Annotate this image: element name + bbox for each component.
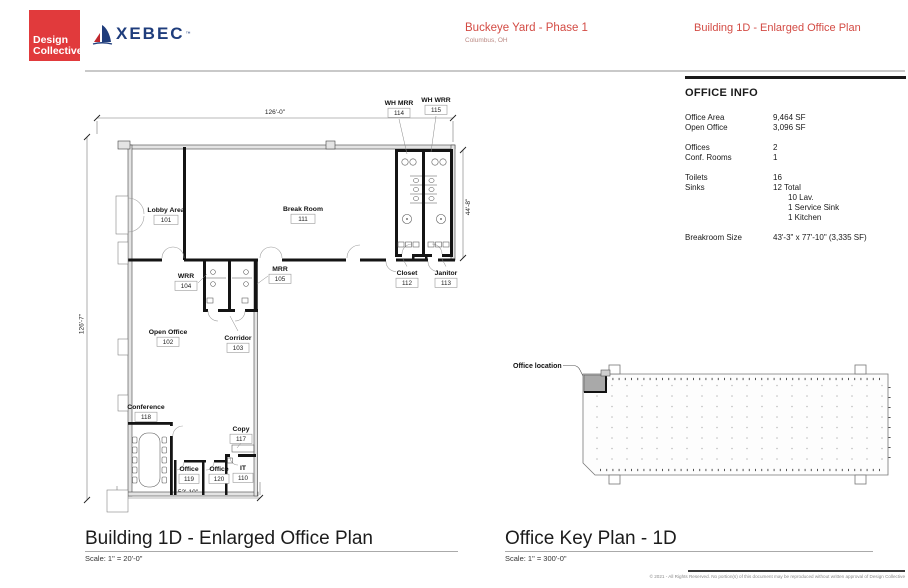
office-info-title: OFFICE INFO — [685, 86, 758, 99]
key-office-label — [513, 363, 583, 376]
svg-text:Lobby Area: Lobby Area — [147, 207, 185, 214]
toilets-value: 16 — [773, 172, 782, 182]
dimension-top: 126'-0" — [264, 109, 286, 116]
sail-icon — [93, 23, 113, 45]
svg-text:115: 115 — [430, 107, 442, 115]
room-label-it — [233, 465, 253, 482]
svg-text:Open Office: Open Office — [148, 329, 188, 336]
sheet-title: Building 1D - Enlarged Office Plan — [694, 22, 861, 34]
room-labels — [127, 97, 457, 483]
room-label-wrr — [175, 273, 197, 290]
room-label-office-120 — [209, 466, 229, 483]
offices-value: 2 — [773, 142, 778, 152]
key-building — [583, 365, 890, 484]
sinks-service: 1 Service Sink — [788, 202, 840, 212]
plan-view-title: Building 1D - Enlarged Office Plan — [85, 528, 373, 549]
office-info-top-rule — [685, 76, 906, 79]
xebec-logo — [93, 23, 191, 45]
dimension-left: 126'-7" — [78, 313, 86, 335]
project-location: Columbus, OH — [465, 37, 508, 44]
breakroom-label: Breakroom Size — [685, 232, 742, 242]
room-label-open-office — [149, 329, 188, 346]
xebec-trademark: ™ — [185, 31, 191, 37]
svg-text:104: 104 — [180, 283, 192, 291]
plan-view-scale: Scale: 1" = 20'-0" — [85, 554, 143, 563]
svg-text:103: 103 — [232, 345, 244, 353]
office-info-plumbing — [685, 173, 906, 223]
room-label-office-119 — [179, 466, 199, 483]
svg-text:WRR: WRR — [177, 273, 195, 280]
room-label-janitor — [435, 270, 458, 287]
svg-text:Break Room: Break Room — [282, 206, 324, 213]
svg-text:117: 117 — [235, 436, 247, 444]
svg-text:Conference: Conference — [127, 404, 165, 411]
key-plan-title: Office Key Plan - 1D — [505, 528, 677, 549]
breakroom-value: 43'-3" x 77'-10" (3,335 SF) — [773, 232, 867, 242]
sinks-lav: 10 Lav. — [788, 192, 814, 202]
exterior-walls — [118, 141, 455, 496]
svg-text:Office: Office — [179, 466, 199, 473]
svg-text:Janitor: Janitor — [434, 270, 458, 277]
open-office-value: 3,096 SF — [773, 122, 806, 132]
svg-text:119: 119 — [183, 476, 195, 484]
room-label-break-room — [283, 206, 323, 223]
svg-text:Closet: Closet — [396, 270, 418, 277]
svg-text:Corridor: Corridor — [224, 335, 252, 342]
copyright-rule — [688, 570, 905, 572]
room-label-wh-wrr — [421, 97, 451, 114]
room-label-lobby-area — [147, 207, 184, 224]
svg-text:110: 110 — [237, 475, 249, 483]
room-label-mrr — [269, 266, 291, 283]
sinks-label: Sinks — [685, 182, 705, 192]
conf-rooms-label: Conf. Rooms — [685, 152, 732, 162]
offices-label: Offices — [685, 142, 710, 152]
dimension-lines — [84, 115, 466, 503]
room-label-copy — [230, 426, 252, 443]
key-office-block — [584, 370, 610, 392]
office-info-panel — [685, 76, 906, 253]
svg-text:MRR: MRR — [272, 266, 288, 273]
project-title: Buckeye Yard - Phase 1 — [465, 22, 588, 34]
floor-plan — [80, 92, 480, 514]
office-area-label: Office Area — [685, 112, 725, 122]
office-location-leader — [563, 366, 583, 377]
open-office-label: Open Office — [685, 122, 728, 132]
key-plan — [505, 352, 905, 502]
design-collective-logo-line1: Design — [33, 33, 69, 46]
sinks-total: 12 Total — [773, 182, 801, 192]
room-label-closet — [396, 270, 418, 287]
dimension-right: 44'-8" — [465, 198, 472, 216]
svg-text:120: 120 — [213, 476, 225, 484]
svg-text:IT: IT — [239, 465, 247, 472]
room-label-conference — [127, 404, 165, 421]
interior-walls — [128, 147, 455, 495]
design-collective-logo-line2: Collective — [33, 44, 83, 57]
svg-text:102: 102 — [162, 339, 174, 347]
toilets-label: Toilets — [685, 172, 708, 182]
office-info-breakroom — [685, 233, 906, 243]
svg-text:WH MRR: WH MRR — [384, 100, 414, 107]
sinks-kitchen: 1 Kitchen — [788, 212, 822, 222]
svg-text:113: 113 — [440, 280, 452, 288]
svg-text:Office: Office — [209, 466, 229, 473]
copyright-text: © 2021 - All Rights Reserved. No portion(s) of this document may be reproduced without written approval of Design Collective — [649, 574, 905, 579]
dimension-text — [79, 109, 473, 496]
office-location-label: Office location — [513, 363, 562, 370]
office-info-counts — [685, 143, 906, 163]
design-collective-logo — [29, 10, 83, 61]
header-divider — [85, 70, 905, 72]
svg-text:114: 114 — [393, 110, 405, 118]
svg-text:112: 112 — [401, 280, 413, 288]
room-label-wh-mrr — [385, 100, 414, 117]
office-area-value: 9,464 SF — [773, 112, 806, 122]
svg-text:105: 105 — [274, 276, 286, 284]
room-label-corridor — [224, 335, 252, 352]
key-plan-title-rule — [505, 551, 873, 552]
svg-text:WH WRR: WH WRR — [421, 97, 451, 104]
svg-text:118: 118 — [140, 414, 152, 422]
key-plan-scale: Scale: 1" = 300'-0" — [505, 554, 567, 563]
svg-text:Copy: Copy — [232, 426, 250, 433]
conf-rooms-value: 1 — [773, 152, 778, 162]
svg-text:101: 101 — [160, 217, 172, 225]
svg-text:111: 111 — [298, 216, 308, 224]
plan-view-title-rule — [85, 551, 458, 552]
doors — [107, 196, 442, 512]
xebec-wordmark: XEBEC — [116, 24, 185, 43]
office-info-areas — [685, 113, 906, 133]
